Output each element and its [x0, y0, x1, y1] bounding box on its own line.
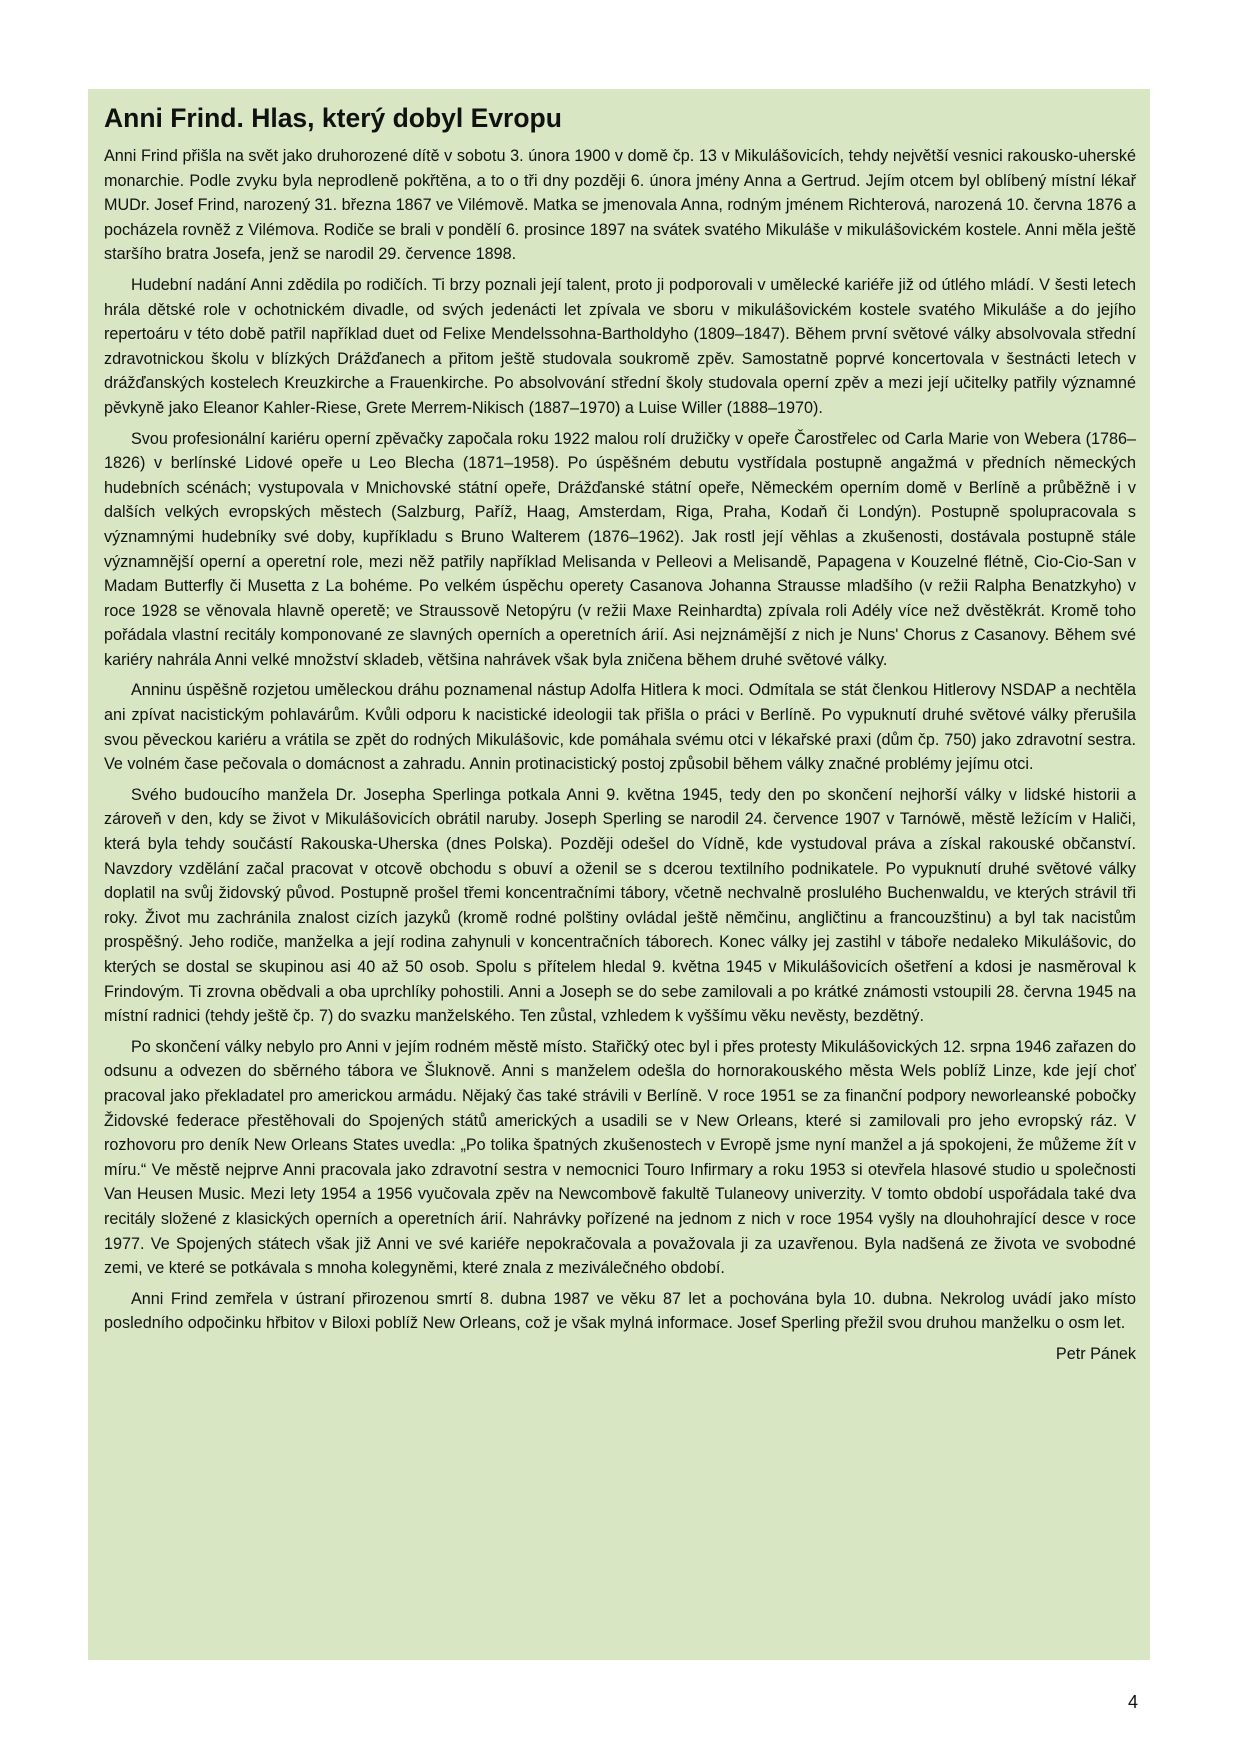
paragraph-1: Anni Frind přišla na svět jako druhorozené dítě v sobotu 3. února 1900 v domě čp. 13 v Mikulášovicích, tehdy největší vesnici rakousko-uherské monarchie. Podle zvyku byla neprodleně pokřtěna, a to o tři dny později 6. února jmény Anna a Gertrud. Jejím otcem byl oblíbený místní lékař MUDr. Josef Frind, narozený 31. března 1867 ve Vilémově. Matka se jmenovala Anna, rodným jménem Richterová, narozená 10. června 1876 a pocházela rovněž z Vilémova. Rodiče se brali v pondělí 6. prosince 1897 na svátek svatého Mikuláše v mikulášovickém kostele. Anni měla ještě staršího bratra Josefa, jenž se narodil 29. července 1898. [104, 147, 1136, 264]
article-author: Petr Pánek [1055, 1344, 1136, 1363]
paragraph-5: Svého budoucího manžela Dr. Josepha Sperlinga potkala Anni 9. května 1945, tedy den po skončení nejhorší války v lidské historii a zároveň v den, kdy se život v Mikulášovicích obrátil naruby. Joseph Sperling se narodil 24. července 1907 v Tarnówě, městě ležícím v Haliči, která byla tehdy součástí Rakouska-Uherska (dnes Polska). Později odešel do Vídně, kde vystudoval práva a získal rakouské občanství. Navzdory vzdělání začal pracovat v otcově obchodu s obuví a oženil se s dcerou textilního podnikatele. Po vypuknutí druhé světové války doplatil na svůj židovský původ. Postupně prošel třemi koncentračními tábory, včetně nechvalně proslulého Buchenwaldu, ve kterých strávil tři roky. Život mu zachránila znalost cizích jazyků (kromě rodné polštiny ovládal ještě němčinu, angličtinu a francouzštinu) a byl tak nacistům prospěšný. Jeho rodiče, manželka a její rodina zahynuli v koncentračních táborech. Konec války jej zastihl v táboře nedaleko Mikulášovic, do kterých se dostal se skupinou asi 40 až 50 osob. Spolu s přítelem hledal 9. května 1945 v Mikulášovicích ošetření a kdosi je nasměroval k Frindovým. Ti zrovna obědvali a oba uprchlíky pohostili. Anni a Joseph se do sebe zamilovali a po krátké známosti vstoupili 28. června 1945 na místní radnici (tehdy ještě čp. 7) do svazku manželského. Ten zůstal, vzhledem k vyššímu věku nevěsty, bezdětný. [104, 785, 1136, 1026]
article-title: Anni Frind. Hlas, který dobyl Evropu [104, 103, 562, 133]
paragraph-7: Anni Frind zemřela v ústraní přirozenou smrtí 8. dubna 1987 ve věku 87 let a pochována byla 10. dubna. Nekrolog uvádí jako místo posledního odpočinku hřbitov v Biloxi poblíž New Orleans, což je však mylná informace. Josef Sperling přežil svou druhou manželku o osm let. [104, 1289, 1136, 1333]
paragraph-4: Anninu úspěšně rozjetou uměleckou dráhu poznamenal nástup Adolfa Hitlera k moci. Odmítala se stát členkou Hitlerovy NSDAP a nechtěla ani zpívat nacistickým pohlavárům. Kvůli odporu k nacistické ideologii tak přišla o práci v Berlíně. Po vypuknutí druhé světové války přerušila svou pěveckou kariéru a vrátila se zpět do rodných Mikulášovic, kde pomáhala svému otci v lékařské praxi (dům čp. 750) jako zdravotní sestra. Ve volném čase pečovala o domácnost a zahradu. Annin protinacistický postoj způsobil během války značné problémy jejímu otci. [104, 681, 1136, 774]
paragraph-6: Po skončení války nebylo pro Anni v jejím rodném městě místo. Stařičký otec byl i přes protesty Mikulášovických 12. srpna 1946 zařazen do odsunu a odvezen do sběrného tábora ve Šluknově. Anni s manželem odešla do hornorakouského města Wels poblíž Linze, kde její choť pracoval jako překladatel pro americkou armádu. Nějaký čas také strávili v Berlíně. V roce 1951 se za finanční podpory neworleanské pobočky Židovské federace přestěhovali do Spojených států amerických a usadili se v New Orleans, které si zamilovali pro jeho evropský ráz. V rozhovoru pro deník New Orleans States uvedla: „Po tolika špatných zkušenostech v Evropě jsme nyní manžel a já spokojeni, že můžeme žít v míru.“ Ve městě nejprve Anni pracovala jako zdravotní sestra v nemocnici Touro Infirmary a roku 1953 si otevřela hlasové studio u společnosti Van Heusen Music. Mezi lety 1954 a 1956 vyučovala zpěv na Newcombově fakultě Tulaneovy univerzity. V tomto období uspořádala také dva recitály složené z klasických operních a operetních árií. Nahrávky pořízené na jednom z nich v roce 1954 vyšly na dlouhohrající desce v roce 1977. Ve Spojených státech však již Anni ve své kariéře nepokračovala a považovala ji za uzavřenou. Byla nadšená ze života ve svobodné zemi, ve které se potkávala s mnoha kolegyněmi, které znala z meziválečného období. [104, 1037, 1136, 1278]
paragraph-2: Hudební nadání Anni zdědila po rodičích. Ti brzy poznali její talent, proto ji podporovali v umělecké kariéře již od útlého mládí. V šesti letech hrála dětské role v ochotnickém divadle, od svých jedenácti let zpívala ve sboru v mikulášovickém kostele svatého Mikuláše a do jejího repertoáru v této době patřil například duet od Felixe Mendelssohna-Bartholdyho (1809–1847). Během první světové války absolvovala střední zdravotnickou školu v blízkých Drážďanech a přitom ještě studovala soukromě zpěv. Samostatně poprvé koncertovala v šestnácti letech v drážďanských kostelech Kreuzkirche a Frauenkirche. Po absolvování střední školy studovala operní zpěv a mezi její učitelky patřily významné pěvkyně jako Eleanor Kahler-Riese, Grete Merrem-Nikisch (1887–1970) a Luise Willer (1888–1970). [104, 275, 1136, 417]
article-box [88, 89, 1150, 1660]
paragraph-3: Svou profesionální kariéru operní zpěvačky započala roku 1922 malou rolí družičky v opeře Čarostřelec od Carla Marie von Webera (1786–1826) v berlínské Lidové opeře u Leo Blecha (1871–1958). Po úspěšném debutu vystřídala postupně angažmá v předních německých hudebních scénách; vystupovala v Mnichovské státní opeře, Drážďanské státní opeře, Německém operním domě v Berlíně a průběžně i v dalších velkých evropských městech (Salzburg, Paříž, Haag, Amsterdam, Riga, Praha, Kodaň či Londýn). Postupně spolupracovala s významnými hudebníky své doby, kupříkladu s Bruno Walterem (1876–1962). Jak rostl její věhlas a zkušenosti, dostávala postupně stále významnější operní a operetní role, mezi něž patřily například Melisanda v Pelleovi a Melisandě, Papagena v Kouzelné flétně, Cio-Cio-San v Madam Butterfly či Musetta z La bohéme. Po velkém úspěchu operety Casanova Johanna Strausse mladšího (v režii Ralpha Benatzkyho) v roce 1928 se věnovala hlavně operetě; ve Straussově Netopýru (v režii Maxe Reinhardta) zpívala roli Adély více než dvěstěkrát. Kromě toho pořádala vlastní recitály komponované ze slavných operních a operetních árií. Asi nejznámější z nich je Nuns' Chorus z Casanovy. Během své kariéry nahrála Anni velké množství skladeb, většina nahrávek však byla zničena během druhé světové války. [104, 429, 1136, 669]
page-number: 4 [1128, 1692, 1139, 1712]
